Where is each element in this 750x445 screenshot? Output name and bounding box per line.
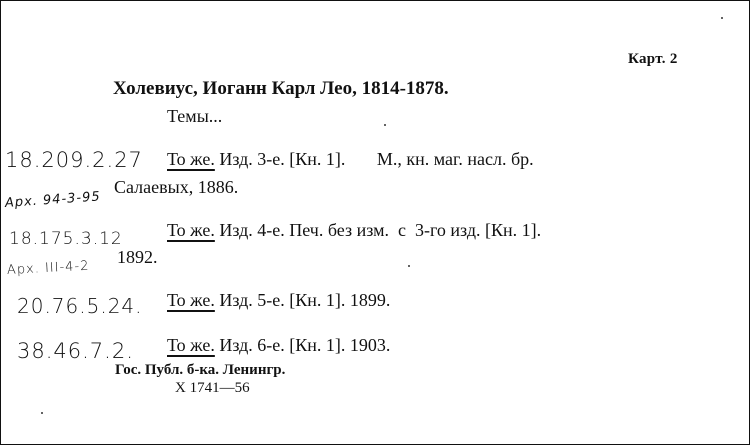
- stamp-code: X 1741—56: [175, 380, 250, 396]
- entry-1-same: То же.: [167, 149, 215, 169]
- entry-4-line1: [167, 335, 390, 356]
- entry-2-line1: [167, 220, 541, 241]
- archive-note-1: Арх. 94-3-95: [4, 189, 102, 211]
- entry-1-text: Изд. 3-е. [Кн. 1]. М., кн. маг. насл. бр.: [219, 149, 534, 169]
- archive-note-2: Арх. III-4-2: [6, 258, 90, 278]
- entry-1-line2: Салаевых, 1886.: [114, 177, 239, 197]
- entry-2-same: То же.: [167, 220, 215, 240]
- shelfmark-3: 20.76.5.24.: [17, 294, 143, 318]
- shelfmark-2: 18.175.3.12: [9, 229, 123, 249]
- scan-speck: [41, 412, 43, 414]
- entry-4-text: Изд. 6-е. [Кн. 1]. 1903.: [219, 335, 391, 355]
- entry-1-line1: [167, 149, 534, 170]
- entry-4-same: То же.: [167, 335, 215, 355]
- shelfmark-1: 18.209.2.27: [5, 148, 143, 172]
- library-stamp: Гос. Публ. б-ка. Ленингр.: [115, 362, 286, 378]
- entry-2-text: Изд. 4-е. Печ. без изм. с 3-го изд. [Кн. 1].: [219, 220, 542, 240]
- scan-speck: [721, 17, 723, 19]
- entry-2-line2: 1892.: [117, 247, 158, 267]
- author-heading: Холевиус, Иоганн Карл Лео, 1814-1878.: [113, 78, 449, 99]
- card-number: Карт. 2: [628, 51, 678, 67]
- shelfmark-4: 38.46.7.2.: [17, 339, 134, 363]
- scan-speck: [384, 124, 386, 126]
- scan-speck: [408, 265, 410, 267]
- entry-3-line1: [167, 290, 390, 311]
- entry-3-same: То же.: [167, 290, 215, 310]
- entry-3-text: Изд. 5-е. [Кн. 1]. 1899.: [219, 290, 391, 310]
- work-title: Темы...: [167, 106, 223, 126]
